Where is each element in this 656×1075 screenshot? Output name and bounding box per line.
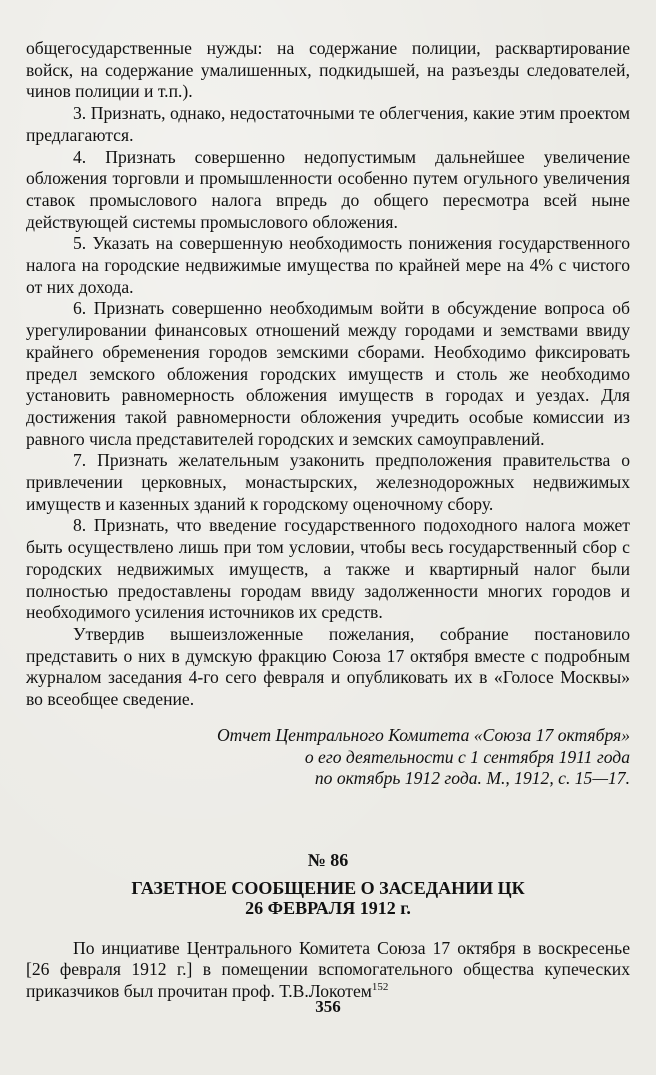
main-text [26,38,630,1003]
paragraph-item-5: 5. Указать на совершенную необходимость понижения государственного налога на городские недвижимые имущества по крайней мере на 4% с чистого от них дохода. [26,233,630,297]
document-title-line-2: 26 ФЕВРАЛЯ 1912 г. [245,897,411,918]
document-number: № 86 [307,849,349,870]
document-body-text: По инциативе Центрального Комитета Союза 17 октября в воскресенье [26 февраля 1912 г.] в помещении вспомогательного общества купеческих приказчиков был прочитан проф. Т.В.Локотем [26,937,630,1002]
source-line-1: Отчет Центрального Комитета «Союза 17 октября» [216,724,630,745]
paragraph-item-7: 7. Признать желательным узаконить предположения правительства о привлечении церковных, монастырских, железнодорожных недвижимых имуществ и казенных зданий к городскому оценочному сбору. [26,450,630,514]
page-number: 356 [315,997,341,1016]
paragraph-item-8: 8. Признать, что введение государственного подоходного налога может быть осуществлено лишь при том условии, чтобы весь государственный сбор с городских недвижимых имуществ, а также и квартирный налог были полностью предоставлены городам ввиду задолженности многих городов и необходимого усиления источников их средств. [26,515,630,623]
document-body [26,938,630,1003]
document-title-line-1: ГАЗЕТНОЕ СООБЩЕНИЕ О ЗАСЕДАНИИ ЦК [131,877,525,898]
source-line-3: по октябрь 1912 года. М., 1912, с. 15—17. [314,768,630,789]
paragraph-item-6: 6. Признать совершенно необходимым войти в обсуждение вопроса об урегулировании финансовых отношений между городами и земствами ввиду крайнего обременения городов земскими сборами. Необходимо фиксировать предел земского обложения городских имуществ и столь же необходимо установить равномерность обложения имуществ в городах и уездах. Для достижения такой равномерности обложения учредить особые комиссии из равного числа представителей городских и земских самоуправлений. [26,298,630,449]
source-line-2: о его деятельности с 1 сентября 1911 года [304,746,630,767]
document-title [26,878,630,918]
paragraph-continuation: общегосударственные нужды: на содержание полиции, расквартирование войск, на содержание умалишенных, подкидышей, на разъезды следователей, чинов полиции и т.п.). [26,38,630,102]
source-citation [26,725,630,790]
footnote-reference: 152 [371,981,389,994]
paragraph-item-4: 4. Признать совершенно недопустимым дальнейшее увеличение обложения торговли и промышленности особенно путем огульного увеличения ставок промыслового налога впредь до общего пересмотра всей ныне действующей системы промыслового обложения. [26,146,630,232]
paragraph-item-3: 3. Признать, однако, недостаточными те облегчения, какие этим проектом предлагаются. [26,103,630,145]
paragraph-resolution: Утвердив вышеизложенные пожелания, собрание постановило представить о них в думскую фракцию Союза 17 октября вместе с подробным журналом заседания 4-го сего февраля и опубликовать их в «Голосе Москвы» во всеобщее сведение. [26,623,630,710]
